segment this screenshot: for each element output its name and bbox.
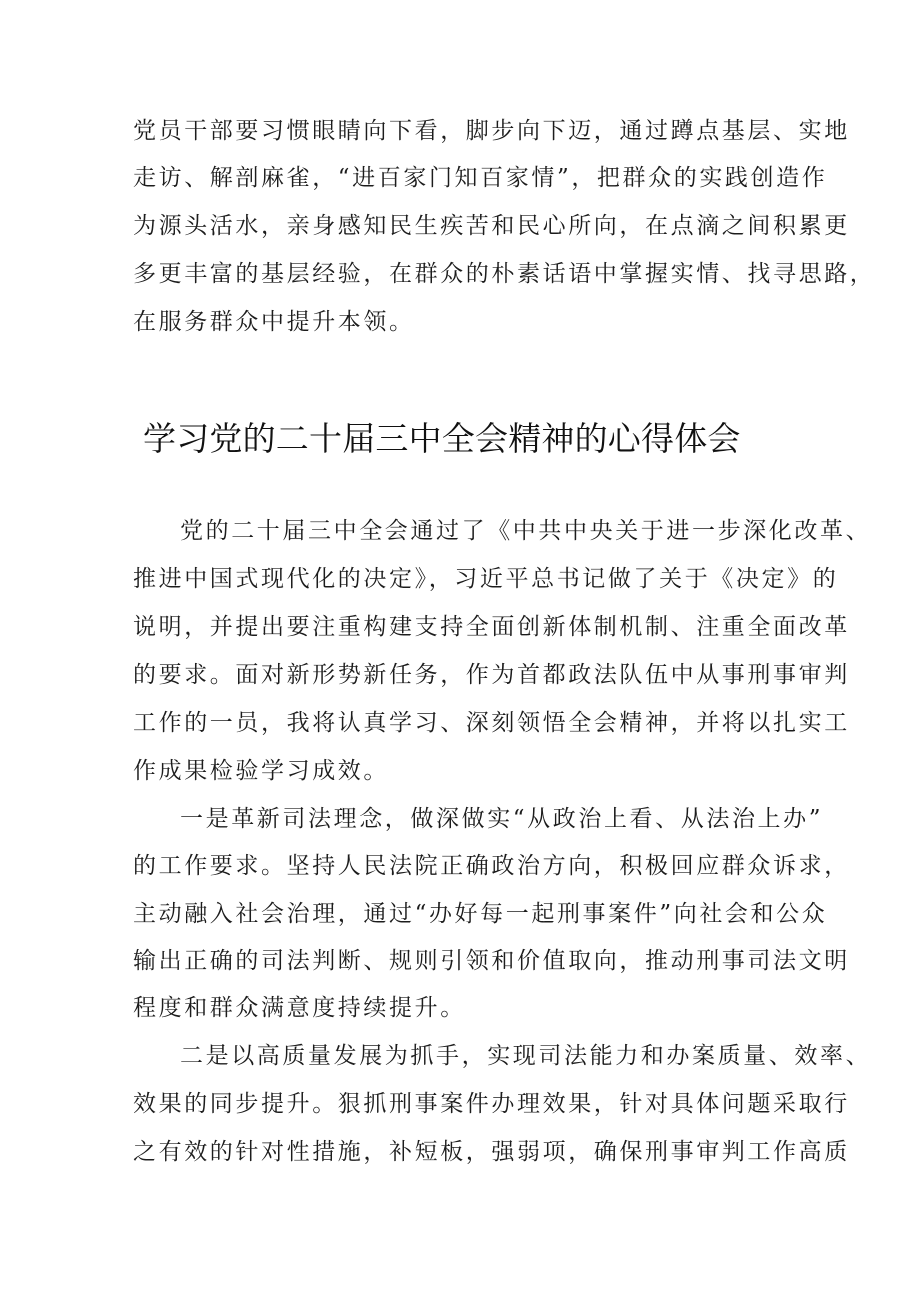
document-title: 学习党的二十届三中全会精神的心得体会 xyxy=(143,419,741,458)
intro-line-1: 党员干部要习惯眼睛向下看，脚步向下迈，通过蹲点基层、实地 xyxy=(133,118,850,144)
paragraph-2-line-1: 一是革新司法理念，做深做实“从政治上看、从法治上办” xyxy=(180,806,824,832)
paragraph-2-line-4: 输出正确的司法判断、规则引领和价值取向，推动刑事司法文明 xyxy=(133,948,850,974)
paragraph-3-line-3: 之有效的针对性措施，补短板，强弱项，确保刑事审判工作高质 xyxy=(133,1139,850,1165)
paragraph-1-line-1: 党的二十届三中全会通过了《中共中央关于进一步深化改革、 xyxy=(180,518,872,544)
paragraph-1-line-3: 说明，并提出要注重构建支持全面创新体制机制、注重全面改革 xyxy=(133,614,850,640)
paragraph-2-line-2: 的工作要求。坚持人民法院正确政治方向，积极回应群众诉求， xyxy=(133,853,850,879)
intro-line-3: 为源头活水，亲身感知民生疾苦和民心所向，在点滴之间积累更 xyxy=(133,213,850,239)
paragraph-3-line-1: 二是以高质量发展为抓手，实现司法能力和办案质量、效率、 xyxy=(180,1043,872,1069)
intro-line-5: 在服务群众中提升本领。 xyxy=(133,309,415,335)
intro-line-2: 走访、解剖麻雀，“进百家门知百家情”，把群众的实践创造作 xyxy=(133,165,828,191)
intro-line-4: 多更丰富的基层经验，在群众的朴素话语中掌握实情、找寻思路， xyxy=(133,261,876,287)
paragraph-2-line-5: 程度和群众满意度持续提升。 xyxy=(133,995,466,1021)
paragraph-1-line-5: 工作的一员，我将认真学习、深刻领悟全会精神，并将以扎实工 xyxy=(133,710,850,736)
paragraph-2-line-3: 主动融入社会治理，通过“办好每一起刑事案件”向社会和公众 xyxy=(133,901,828,927)
paragraph-1-line-4: 的要求。面对新形势新任务，作为首都政法队伍中从事刑事审判 xyxy=(133,662,850,688)
paragraph-1-line-2: 推进中国式现代化的决定》，习近平总书记做了关于《决定》的 xyxy=(133,566,839,592)
paragraph-3-line-2: 效果的同步提升。狠抓刑事案件办理效果，针对具体问题采取行 xyxy=(133,1091,850,1117)
paragraph-1-line-6: 作成果检验学习成效。 xyxy=(133,758,389,784)
